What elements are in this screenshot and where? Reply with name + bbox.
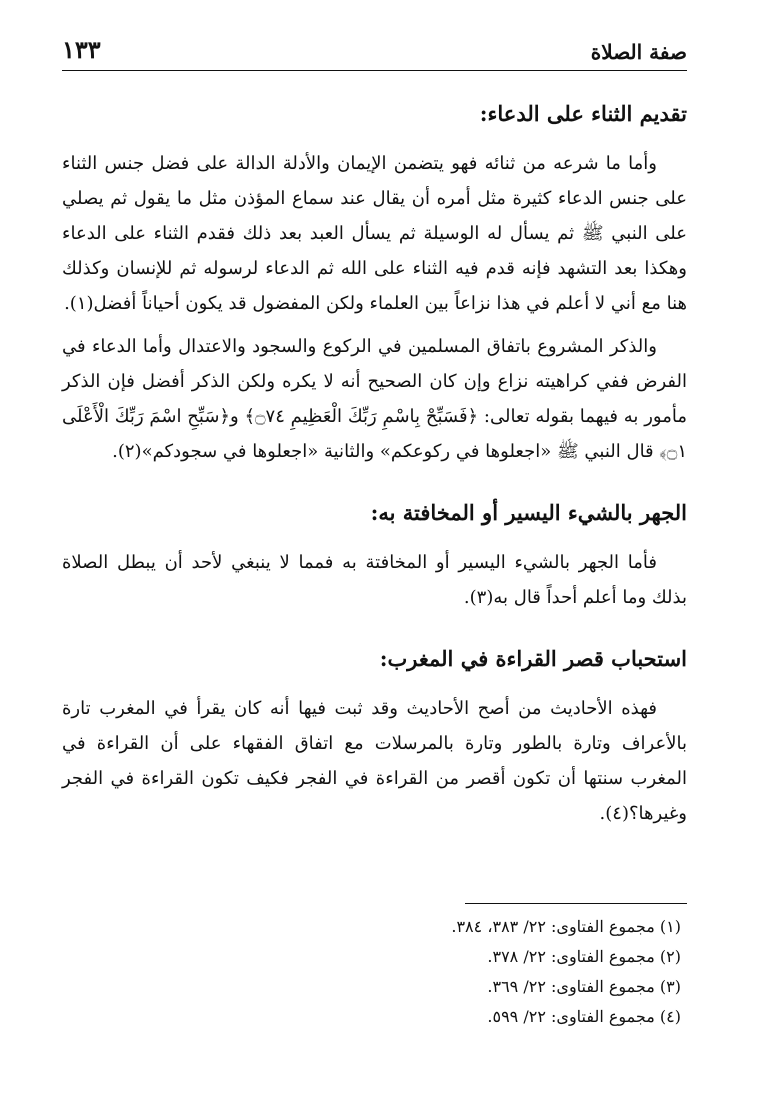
paragraph: والذكر المشروع باتفاق المسلمين في الركوع والسجود والاعتدال وأما الدعاء في الفرض ففي كراهيته نزاع وإن كان الصحيح أنه لا يكره ولكن الذكر أفضل فإن الذكر مأمور به فيهما بقوله تعالى: ﴿فَسَبِّحْ بِاسْمِ رَبِّكَ الْعَظِيمِ ۝٧٤﴾ و﴿سَبِّحِ اسْمَ رَبِّكَ الْأَعْلَى ۝١﴾ قال النبي ﷺ «اجعلوها في ركوعكم» والثانية «اجعلوها في سجودكم»(٢). xyxy=(62,336,687,462)
section-heading: تقديم الثناء على الدعاء: xyxy=(479,101,687,126)
footnote: (١) مجموع الفتاوى: ٢٢/ ٣٨٣، ٣٨٤. xyxy=(451,917,681,936)
header-rule xyxy=(62,70,687,71)
footnotes xyxy=(451,912,681,1032)
section-heading: الجهر بالشيء اليسير أو المخافتة به: xyxy=(370,500,687,525)
paragraph: وأما ما شرعه من ثنائه فهو يتضمن الإيمان والأدلة الدالة على فضل جنس الثناء على جنس الدعاء كثيرة مثل أمره أن يقال عند سماع المؤذن مثل ما يقول ثم يصلي على النبي ﷺ ثم يسأل له الوسيلة ثم يسأل العبد بعد ذلك فقدم الثناء على الدعاء وهكذا بعد التشهد فإنه قدم فيه الثناء على الله ثم الدعاء لرسوله ثم للإنسان وكذلك هنا مع أني لا أعلم في هذا نزاعاً بين العلماء ولكن المفضول قد يكون أحياناً أفضل(١). xyxy=(62,153,687,314)
main-content xyxy=(62,96,687,839)
section-heading: استحباب قصر القراءة في المغرب: xyxy=(379,646,687,671)
page-header xyxy=(62,30,687,64)
paragraph: فهذه الأحاديث من أصح الأحاديث وقد ثبت فيها أنه كان يقرأ في المغرب تارة بالأعراف وتارة بالطور وتارة بالمرسلات مع اتفاق الفقهاء على أن القراءة في المغرب سنتها أن تكون أقصر من القراءة في الفجر فكيف تكون القراءة في الفجر وغيرها؟(٤). xyxy=(62,698,687,824)
footnote: (٢) مجموع الفتاوى: ٢٢/ ٣٧٨. xyxy=(487,947,681,966)
section-short-maghrib-recitation xyxy=(62,641,687,831)
footnote-separator xyxy=(465,903,687,904)
page-number: ١٣٣ xyxy=(62,35,101,64)
footnote: (٤) مجموع الفتاوى: ٢٢/ ٥٩٩. xyxy=(487,1007,681,1026)
paragraph: فأما الجهر بالشيء اليسير أو المخافتة به فمما لا ينبغي لأحد أن يبطل الصلاة بذلك وما أعلم أحداً قال به(٣). xyxy=(62,552,687,608)
section-praise-before-supplication xyxy=(62,96,687,469)
running-title: صفة الصلاة xyxy=(590,40,687,64)
footnote: (٣) مجموع الفتاوى: ٢٢/ ٣٦٩. xyxy=(487,977,681,996)
section-audible-recitation xyxy=(62,495,687,615)
